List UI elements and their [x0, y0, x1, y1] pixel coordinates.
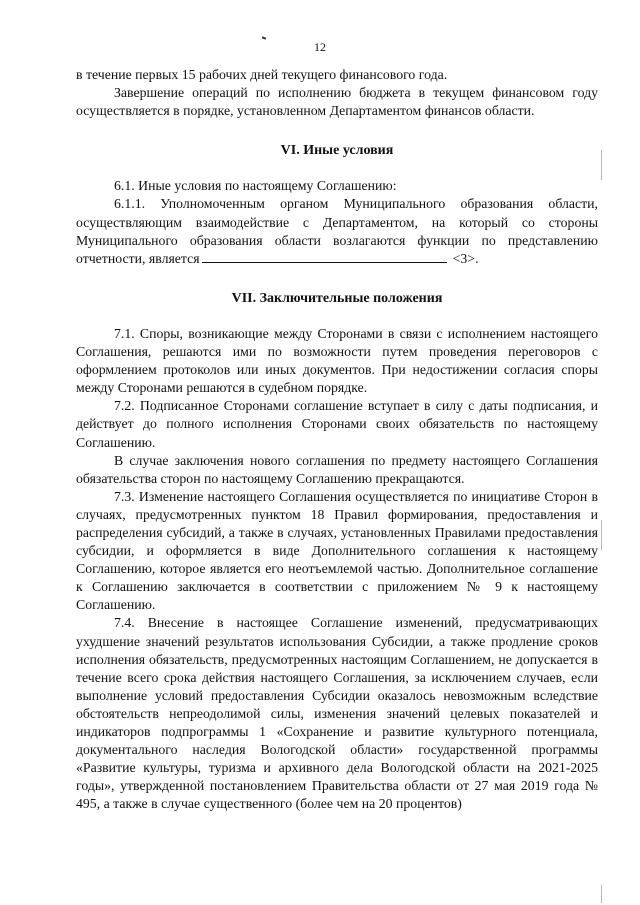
page-number: 12 [314, 40, 326, 54]
paragraph-6-1: 6.1. Иные условия по настоящему Соглашению: [114, 178, 397, 194]
paragraph-7-2-new-agreement: В случае заключения нового соглашения по предмету настоящего Соглашения обязательства сторон по настоящему Соглашению прекращаются. [76, 452, 598, 486]
paragraph-7-1: 7.1. Споры, возникающие между Сторонами в связи с исполнением настоящего Соглашения, решаются ими по возможности путем проведения переговоров с оформлением протоколов или иных документов. При недостижении согласия споры между Сторонами решаются в судебном порядке. [76, 325, 598, 396]
fill-in-blank-line [202, 251, 447, 263]
paragraph-6-1-1 [76, 195, 598, 267]
footnote-ref: <3>. [452, 250, 479, 266]
paragraph-7-4: 7.4. Внесение в настоящее Соглашение изменений, предусматривающих ухудшение значений результатов использования Субсидии, а также продление сроков исполнения обязательств, предусмотренных настоящим Соглашением, не допускается в течение всего срока действия настоящего Соглашения, за исключением случаев, если выполнение условий предоставления Субсидии оказалось невозможным вследствие обстоятельств непреодолимой силы, изменения значений целевых показателей и индикаторов подпрограммы 1 «Сохранение и развитие культурного потенциала, документального наследия Вологодской области» государственной программы «Развитие культуры, туризма и архивного дела Вологодской области на 2021-2025 годы», утвержденной постановлением Правительства области от 27 мая 2019 года № 495, а также в случае существенного (более чем на 20 процентов) [76, 615, 598, 812]
paragraph-7-3: 7.3. Изменение настоящего Соглашения осуществляется по инициативе Сторон в случаях, предусмотренных пунктом 18 Правил формирования, предоставления и распределения субсидий, а также в случаях, установленных Правилами предоставления субсидии, и оформляется в виде Дополнительного соглашения к настоящему Соглашению, которое является его неотъемлемой частью. Дополнительное соглашение к Соглашению заключается в соответствии с приложением № 9 к настоящему Соглашению. [76, 488, 598, 613]
scan-edge-mark [601, 520, 602, 550]
scan-edge-mark [601, 150, 602, 180]
paragraph-continuation: в течение первых 15 рабочих дней текущего финансового года. [76, 67, 448, 82]
section-7-title: VII. Заключительные положения [231, 290, 443, 306]
paragraph-7-2: 7.2. Подписанное Сторонами соглашение вступает в силу с даты подписания, и действует до полного исполнения Сторонами своих обязательств по настоящему Соглашению. [76, 398, 598, 450]
paragraph-6-1-1-text: 6.1.1. Уполномоченным органом Муниципального образования области, осуществляющим взаимодействие с Департаментом, на который со стороны Муниципального образования области возлагаются функции по представлению отчетности, является [76, 196, 598, 266]
paragraph-budget-completion: Завершение операций по исполнению бюджета в текущем финансовом году осуществляется в порядке, установленном Департаментом финансов области. [76, 85, 598, 119]
section-6-title: VI. Иные условия [280, 143, 394, 159]
scan-edge-mark [601, 885, 602, 903]
document-body [76, 66, 598, 813]
